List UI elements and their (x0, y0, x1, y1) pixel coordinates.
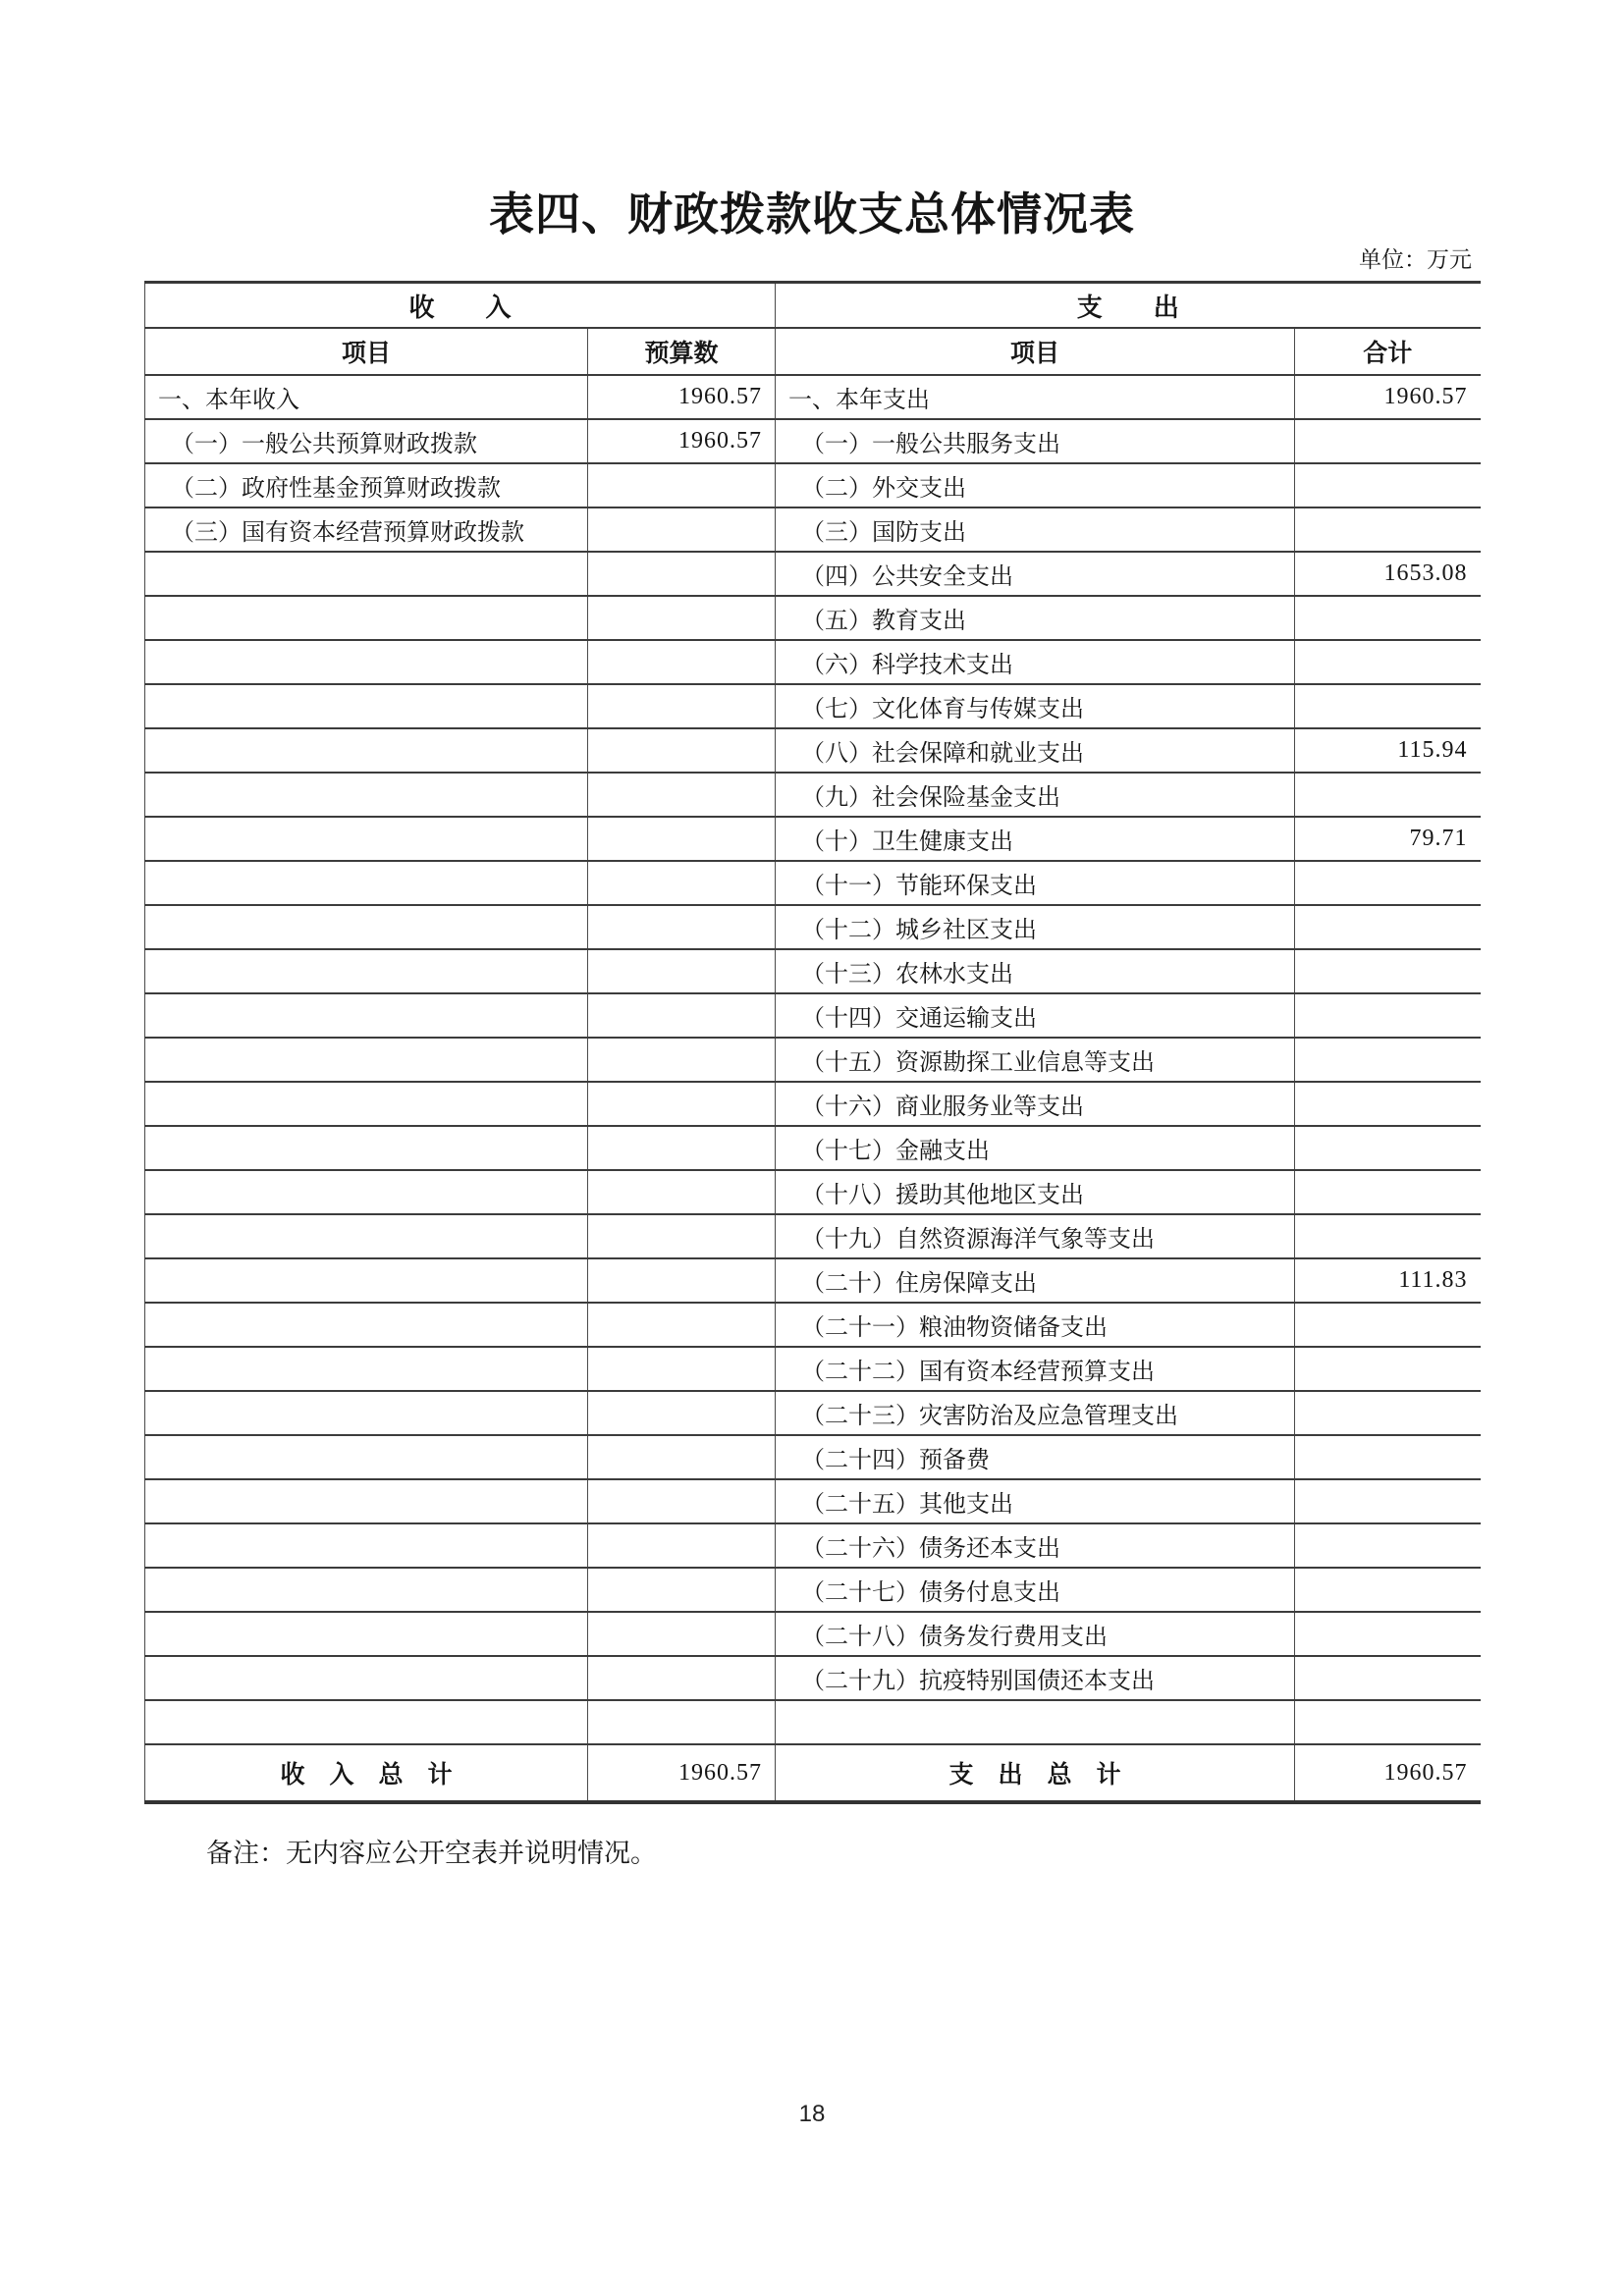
income-item-cell (145, 817, 588, 861)
income-section-header: 收 入 (145, 283, 776, 329)
expenditure-item-cell: （四）公共安全支出 (776, 552, 1295, 596)
expenditure-item-cell: （十五）资源勘探工业信息等支出 (776, 1038, 1295, 1082)
table-row (145, 1479, 1481, 1523)
income-item-cell (145, 1479, 588, 1523)
income-value-cell (588, 684, 776, 728)
expenditure-value-cell: 115.94 (1295, 728, 1481, 773)
table-body (145, 375, 1481, 1744)
expenditure-value-cell (1295, 684, 1481, 728)
income-total-label: 收 入 总 计 (145, 1744, 588, 1802)
expenditure-value-cell (1295, 1170, 1481, 1214)
income-value-cell (588, 1700, 776, 1744)
table-row (145, 1082, 1481, 1126)
income-value-cell (588, 1391, 776, 1435)
expenditure-item-cell: （二十九）抗疫特别国债还本支出 (776, 1656, 1295, 1700)
table-row (145, 993, 1481, 1038)
income-item-cell (145, 1523, 588, 1568)
income-item-cell (145, 1170, 588, 1214)
expenditure-item-cell: （二十七）债务付息支出 (776, 1568, 1295, 1612)
income-item-cell: （三）国有资本经营预算财政拨款 (145, 507, 588, 552)
expenditure-value-cell (1295, 1612, 1481, 1656)
income-item-cell (145, 1435, 588, 1479)
table-row (145, 1568, 1481, 1612)
income-item-cell (145, 861, 588, 905)
table-row (145, 596, 1481, 640)
income-value-cell (588, 1126, 776, 1170)
income-value-cell (588, 905, 776, 949)
table-row (145, 1700, 1481, 1744)
expenditure-value-cell: 79.71 (1295, 817, 1481, 861)
income-item-cell (145, 905, 588, 949)
table-row (145, 1126, 1481, 1170)
expenditure-value-cell: 1653.08 (1295, 552, 1481, 596)
expenditure-value-cell (1295, 1479, 1481, 1523)
income-item-cell: （二）政府性基金预算财政拨款 (145, 463, 588, 507)
income-item-cell (145, 1038, 588, 1082)
income-item-cell (145, 1258, 588, 1303)
table-row (145, 507, 1481, 552)
income-item-cell (145, 1082, 588, 1126)
income-budget-header: 预算数 (588, 328, 776, 375)
expenditure-item-cell: （十三）农林水支出 (776, 949, 1295, 993)
expenditure-value-cell (1295, 1082, 1481, 1126)
income-item-cell (145, 1656, 588, 1700)
income-value-cell (588, 1038, 776, 1082)
expenditure-value-cell (1295, 949, 1481, 993)
table-row (145, 1038, 1481, 1082)
expenditure-item-cell: （六）科学技术支出 (776, 640, 1295, 684)
expenditure-item-cell: （三）国防支出 (776, 507, 1295, 552)
expenditure-value-cell (1295, 861, 1481, 905)
income-value-cell (588, 640, 776, 684)
expenditure-item-cell: （九）社会保险基金支出 (776, 773, 1295, 817)
income-value-cell (588, 773, 776, 817)
income-value-cell (588, 1303, 776, 1347)
income-item-cell (145, 1303, 588, 1347)
income-value-cell (588, 1214, 776, 1258)
expenditure-value-cell (1295, 1126, 1481, 1170)
expenditure-value-cell (1295, 1700, 1481, 1744)
expenditure-total-label: 支 出 总 计 (776, 1744, 1295, 1802)
table-row (145, 684, 1481, 728)
income-item-cell: （一）一般公共预算财政拨款 (145, 419, 588, 463)
income-value-cell (588, 1082, 776, 1126)
expenditure-item-cell: （十一）节能环保支出 (776, 861, 1295, 905)
expenditure-value-cell (1295, 905, 1481, 949)
expenditure-item-cell: （二十一）粮油物资储备支出 (776, 1303, 1295, 1347)
expenditure-item-cell: （二十三）灾害防治及应急管理支出 (776, 1391, 1295, 1435)
expenditure-item-cell: （八）社会保障和就业支出 (776, 728, 1295, 773)
expenditure-item-cell (776, 1700, 1295, 1744)
expenditure-item-cell: （十六）商业服务业等支出 (776, 1082, 1295, 1126)
expenditure-value-cell (1295, 1038, 1481, 1082)
income-value-cell (588, 861, 776, 905)
income-value-cell (588, 596, 776, 640)
income-value-cell (588, 1612, 776, 1656)
table-row (145, 817, 1481, 861)
income-value-cell (588, 817, 776, 861)
expenditure-value-cell (1295, 1568, 1481, 1612)
unit-label: 单位：万元 (1359, 247, 1472, 272)
expenditure-value-cell (1295, 596, 1481, 640)
income-value-cell (588, 1568, 776, 1612)
expenditure-value-cell (1295, 1523, 1481, 1568)
table-row (145, 552, 1481, 596)
expenditure-total-header: 合计 (1295, 328, 1481, 375)
expenditure-value-cell (1295, 463, 1481, 507)
expenditure-item-cell: （二十二）国有资本经营预算支出 (776, 1347, 1295, 1391)
income-item-header: 项目 (145, 328, 588, 375)
income-total-value: 1960.57 (588, 1744, 776, 1802)
expenditure-value-cell (1295, 640, 1481, 684)
income-item-cell (145, 552, 588, 596)
income-item-cell (145, 1126, 588, 1170)
income-value-cell (588, 1479, 776, 1523)
expenditure-item-cell: （二十四）预备费 (776, 1435, 1295, 1479)
note-text: 备注：无内容应公开空表并说明情况。 (206, 1839, 657, 1868)
table-row (145, 1214, 1481, 1258)
expenditure-value-cell (1295, 1303, 1481, 1347)
income-value-cell (588, 949, 776, 993)
expenditure-value-cell (1295, 1656, 1481, 1700)
income-item-cell (145, 596, 588, 640)
expenditure-item-cell: （二十六）债务还本支出 (776, 1523, 1295, 1568)
income-item-cell (145, 684, 588, 728)
income-value-cell (588, 1656, 776, 1700)
expenditure-total-value: 1960.57 (1295, 1744, 1481, 1802)
table-row (145, 905, 1481, 949)
income-item-cell (145, 640, 588, 684)
table-row (145, 1347, 1481, 1391)
expenditure-item-cell: （五）教育支出 (776, 596, 1295, 640)
income-value-cell (588, 1435, 776, 1479)
table-row (145, 1435, 1481, 1479)
table-row (145, 1303, 1481, 1347)
income-item-cell (145, 773, 588, 817)
table-row (145, 949, 1481, 993)
expenditure-item-cell: （十七）金融支出 (776, 1126, 1295, 1170)
income-item-cell (145, 728, 588, 773)
income-item-cell (145, 949, 588, 993)
income-value-cell: 1960.57 (588, 375, 776, 419)
income-item-cell: 一、本年收入 (145, 375, 588, 419)
income-value-cell: 1960.57 (588, 419, 776, 463)
table-row (145, 640, 1481, 684)
expenditure-value-cell (1295, 993, 1481, 1038)
income-value-cell (588, 1258, 776, 1303)
expenditure-value-cell (1295, 773, 1481, 817)
income-value-cell (588, 463, 776, 507)
expenditure-item-cell: （二十）住房保障支出 (776, 1258, 1295, 1303)
budget-table (144, 281, 1481, 1804)
table-row (145, 1656, 1481, 1700)
expenditure-item-cell: （一）一般公共服务支出 (776, 419, 1295, 463)
page-title: 表四、财政拨款收支总体情况表 (489, 189, 1135, 240)
expenditure-item-header: 项目 (776, 328, 1295, 375)
income-item-cell (145, 1612, 588, 1656)
income-value-cell (588, 507, 776, 552)
income-item-cell (145, 1568, 588, 1612)
income-value-cell (588, 993, 776, 1038)
income-value-cell (588, 552, 776, 596)
expenditure-value-cell (1295, 1214, 1481, 1258)
expenditure-value-cell: 1960.57 (1295, 375, 1481, 419)
expenditure-item-cell: （十二）城乡社区支出 (776, 905, 1295, 949)
expenditure-item-cell: （十四）交通运输支出 (776, 993, 1295, 1038)
expenditure-item-cell: （十八）援助其他地区支出 (776, 1170, 1295, 1214)
expenditure-item-cell: （十九）自然资源海洋气象等支出 (776, 1214, 1295, 1258)
expenditure-item-cell: （二十八）债务发行费用支出 (776, 1612, 1295, 1656)
table-row (145, 773, 1481, 817)
expenditure-item-cell: （二）外交支出 (776, 463, 1295, 507)
expenditure-item-cell: 一、本年支出 (776, 375, 1295, 419)
section-header-row (145, 283, 1481, 329)
table-row (145, 375, 1481, 419)
income-item-cell (145, 1700, 588, 1744)
column-header-row (145, 328, 1481, 375)
income-value-cell (588, 1347, 776, 1391)
total-row (145, 1744, 1481, 1802)
expenditure-value-cell (1295, 419, 1481, 463)
table-row (145, 1612, 1481, 1656)
table-row (145, 1258, 1481, 1303)
table-row (145, 1523, 1481, 1568)
expenditure-value-cell: 111.83 (1295, 1258, 1481, 1303)
table-row (145, 463, 1481, 507)
expenditure-item-cell: （十）卫生健康支出 (776, 817, 1295, 861)
income-value-cell (588, 1170, 776, 1214)
table-row (145, 1391, 1481, 1435)
income-value-cell (588, 728, 776, 773)
income-item-cell (145, 1214, 588, 1258)
income-item-cell (145, 993, 588, 1038)
expenditure-value-cell (1295, 1391, 1481, 1435)
table-row (145, 419, 1481, 463)
expenditure-value-cell (1295, 1347, 1481, 1391)
table-row (145, 1170, 1481, 1214)
expenditure-item-cell: （二十五）其他支出 (776, 1479, 1295, 1523)
income-item-cell (145, 1347, 588, 1391)
table-row (145, 861, 1481, 905)
income-value-cell (588, 1523, 776, 1568)
table-row (145, 728, 1481, 773)
expenditure-value-cell (1295, 507, 1481, 552)
page-number: 18 (798, 2101, 826, 2127)
expenditure-section-header: 支 出 (776, 283, 1481, 329)
expenditure-item-cell: （七）文化体育与传媒支出 (776, 684, 1295, 728)
expenditure-value-cell (1295, 1435, 1481, 1479)
income-item-cell (145, 1391, 588, 1435)
